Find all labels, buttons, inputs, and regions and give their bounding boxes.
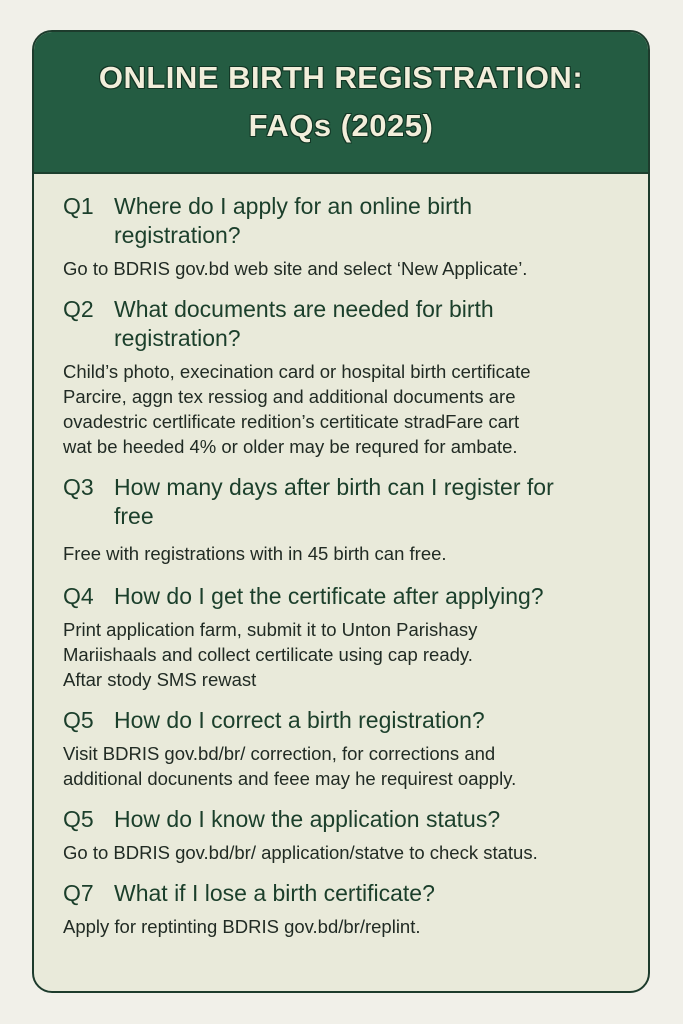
faq-question [34,582,648,611]
faq-question [34,706,648,735]
faq-answer [34,617,648,692]
faq-item-6 [34,805,648,865]
faq-item-1 [34,192,648,281]
answer-line: ovadestric certlificate redition’s certiticate stradFare cart [63,411,520,432]
faq-card [32,30,650,993]
faq-answer [34,914,648,939]
faq-question [34,473,648,531]
faq-list [34,174,648,939]
answer-line: Go to BDRIS gov.bd web site and select ‘New Applicate’. [63,258,528,279]
faq-answer [34,256,648,281]
question-number: Q3 [63,474,94,500]
question-text: What if I lose a birth certificate? [114,880,435,906]
faq-item-5 [34,706,648,791]
question-number: Q1 [63,193,94,219]
answer-line: Print application farm, submit it to Unton Parishasy [63,619,478,640]
answer-line: Child’s photo, execination card or hospital birth certificate [63,361,531,382]
answer-line: Parcire, aggn tex ressiog and additional documents are [63,386,516,407]
faq-question [34,805,648,834]
answer-line: Free with registrations with in 45 birth can free. [63,543,447,564]
question-number: Q2 [63,296,94,322]
question-text: How do I know the application status? [114,806,501,832]
page-title-line-2: FAQs (2025) [248,108,434,143]
question-text: How do I correct a birth registration? [114,707,485,733]
question-number: Q4 [63,583,94,609]
answer-line: Mariishaals and collect certilicate using cap ready. [63,644,473,665]
question-text: Where do I apply for an online birth registration? [114,193,472,248]
faq-item-3 [34,473,648,566]
answer-line: wat be heeded 4% or older may be requred for ambate. [63,436,518,457]
answer-line: Go to BDRIS gov.bd/br/ application/statve to check status. [63,842,538,863]
faq-item-7 [34,879,648,939]
faq-header [34,32,648,174]
faq-item-4 [34,582,648,692]
faq-item-2 [34,295,648,459]
question-text: What documents are needed for birth registration? [114,296,494,351]
answer-line: Apply for reptinting BDRIS gov.bd/br/replint. [63,916,421,937]
question-number: Q5 [63,806,94,832]
faq-question [34,879,648,908]
page-title-line-1: ONLINE BIRTH REGISTRATION: [98,60,584,95]
faq-question [34,192,648,250]
answer-line: Visit BDRIS gov.bd/br/ correction, for corrections and [63,743,496,764]
faq-answer [34,741,648,791]
faq-question [34,295,648,353]
faq-answer [34,359,648,459]
question-number: Q5 [63,707,94,733]
answer-line: additional docunents and feee may he requirest oapply. [63,768,517,789]
question-number: Q7 [63,880,94,906]
answer-line: Aftar stody SMS rewast [63,669,257,690]
faq-answer [34,840,648,865]
faq-answer [34,541,648,566]
question-text: How many days after birth can I register for free [114,474,554,529]
question-text: How do I get the certificate after applying? [114,583,544,609]
